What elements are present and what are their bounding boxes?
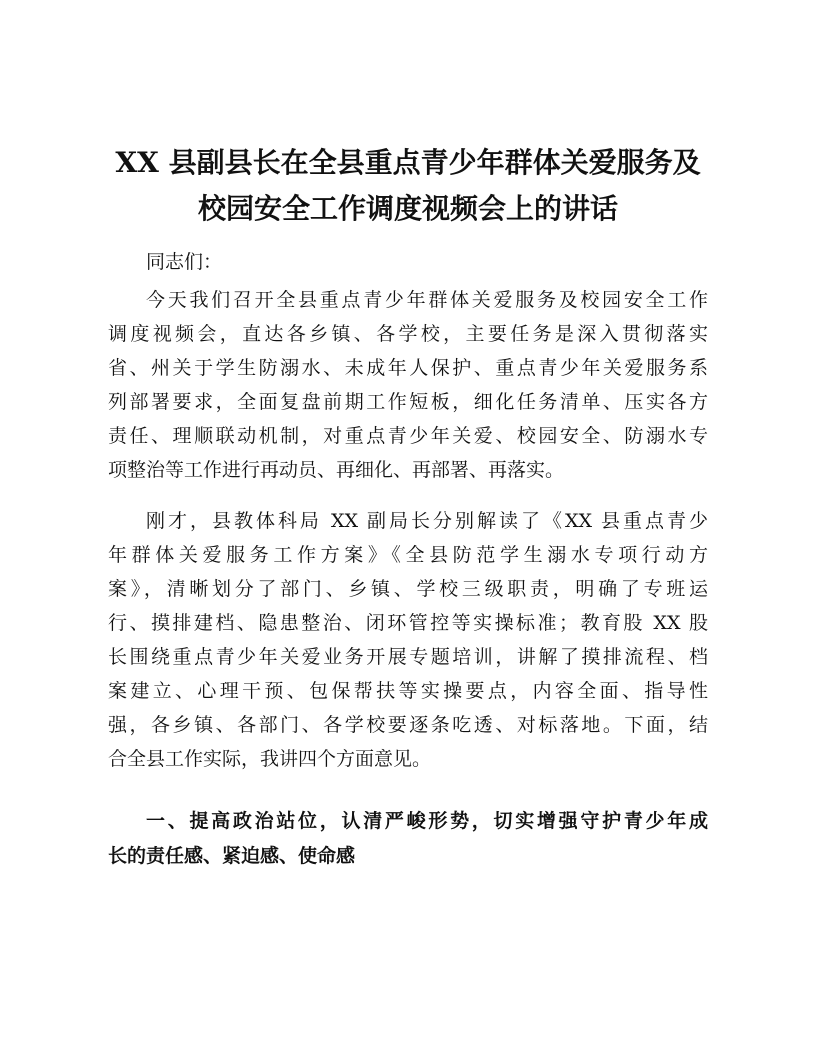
para2-line: 刚才，县教体科局 XX 副局长分别解读了《XX 县重点青少	[146, 510, 708, 532]
para2-line: 案》，清晰划分了部门、乡镇、学校三级职责，明确了专班运	[108, 578, 708, 600]
section-heading-line: 一、提高政治站位，认清严峻形势，切实增强守护青少年成	[146, 810, 708, 832]
para1-line: 调度视频会，直达各乡镇、各学校，主要任务是深入贯彻落实	[108, 323, 708, 345]
document-title-line-1: XX 县副县长在全县重点青少年群体关爱服务及	[115, 146, 701, 179]
para2-line: 案建立、心理干预、包保帮扶等实操要点，内容全面、指导性	[108, 680, 708, 702]
para1-line: 今天我们召开全县重点青少年群体关爱服务及校园安全工作	[146, 289, 708, 311]
para2-line: 年群体关爱服务工作方案》《全县防范学生溺水专项行动方	[108, 544, 708, 566]
para1-line: 省、州关于学生防溺水、未成年人保护、重点青少年关爱服务系	[108, 357, 708, 379]
section-heading-line: 长的责任感、紧迫感、使命感	[108, 845, 356, 867]
greeting: 同志们：	[146, 251, 223, 273]
para2-line: 行、摸排建档、隐患整治、闭环管控等实操标准；教育股 XX 股	[108, 612, 708, 634]
para2-line: 长围绕重点青少年关爱业务开展专题培训，讲解了摸排流程、档	[108, 646, 708, 668]
para2-line: 合全县工作实际，我讲四个方面意见。	[108, 748, 432, 770]
para2-line: 强，各乡镇、各部门、各学校要逐条吃透、对标落地。下面，结	[108, 714, 708, 736]
para1-line: 项整治等工作进行再动员、再细化、再部署、再落实。	[108, 459, 565, 481]
document-title-line-2: 校园安全工作调度视频会上的讲话	[197, 192, 618, 225]
para1-line: 责任、理顺联动机制，对重点青少年关爱、校园安全、防溺水专	[108, 425, 708, 447]
para1-line: 列部署要求，全面复盘前期工作短板，细化任务清单、压实各方	[108, 391, 708, 413]
